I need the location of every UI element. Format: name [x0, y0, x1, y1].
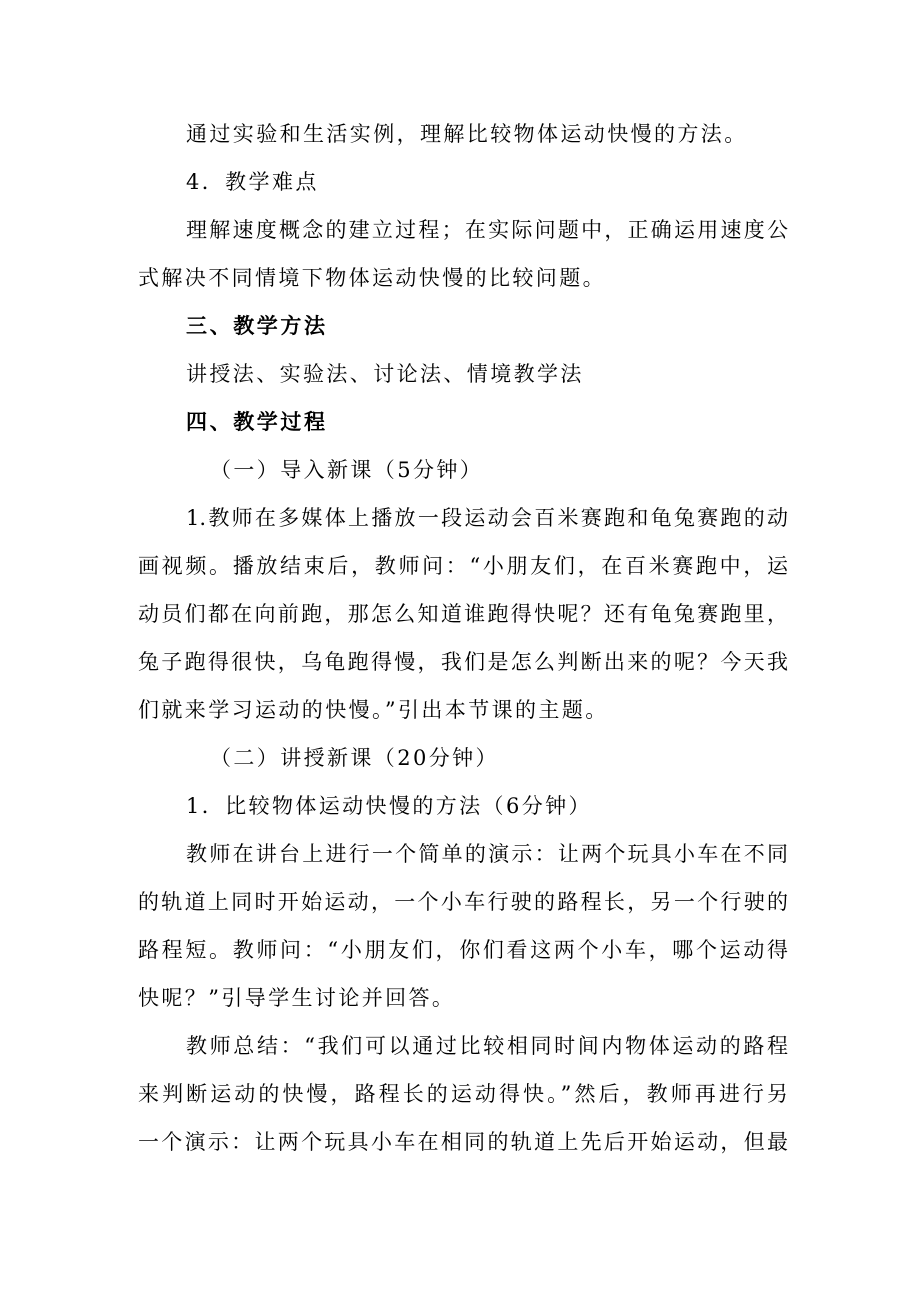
section-heading: 三、教学方法 [186, 313, 328, 338]
paragraph-line: 的轨道上同时开始运动，一个小车行驶的路程长，另一个行驶的 [138, 890, 788, 914]
subsection-heading: 1．比较物体运动快慢的方法（6分钟） [186, 794, 592, 818]
paragraph-line: 教师在讲台上进行一个简单的演示：让两个玩具小车在不同 [186, 842, 788, 866]
paragraph-line: 式解决不同情境下物体运动快慢的比较问题。 [138, 266, 606, 290]
subsection-heading: （二）讲授新课（20分钟） [210, 746, 499, 770]
paragraph-line: 讲授法、实验法、讨论法、情境教学法 [186, 362, 584, 386]
paragraph-line: 通过实验和生活实例，理解比较物体运动快慢的方法。 [186, 122, 748, 146]
section-heading: 4．教学难点 [186, 170, 319, 194]
paragraph-line: 教师总结：“我们可以通过比较相同时间内物体运动的路程 [186, 1034, 788, 1058]
paragraph-line: 快呢？”引导学生讨论并回答。 [138, 986, 456, 1010]
paragraph-line: 一个演示：让两个玩具小车在相同的轨道上先后开始运动，但最 [138, 1130, 788, 1154]
paragraph-line: 兔子跑得很快，乌龟跑得慢，我们是怎么判断出来的呢？今天我 [138, 650, 788, 674]
paragraph-line: 理解速度概念的建立过程；在实际问题中，正确运用速度公 [186, 218, 788, 242]
paragraph-line: 1.教师在多媒体上播放一段运动会百米赛跑和龟兔赛跑的动 [186, 506, 788, 530]
paragraph-line: 画视频。播放结束后，教师问：“小朋友们，在百米赛跑中，运 [138, 554, 788, 578]
paragraph-line: 动员们都在向前跑，那怎么知道谁跑得快呢？还有龟兔赛跑里， [138, 602, 788, 626]
paragraph-line: 路程短。教师问：“小朋友们，你们看这两个小车，哪个运动得 [138, 938, 788, 962]
paragraph-line: 来判断运动的快慢，路程长的运动得快。”然后，教师再进行另 [138, 1082, 788, 1106]
subsection-heading: （一）导入新课（5分钟） [210, 458, 484, 482]
section-heading: 四、教学过程 [186, 409, 328, 434]
paragraph-line: 们就来学习运动的快慢。”引出本节课的主题。 [138, 698, 609, 722]
